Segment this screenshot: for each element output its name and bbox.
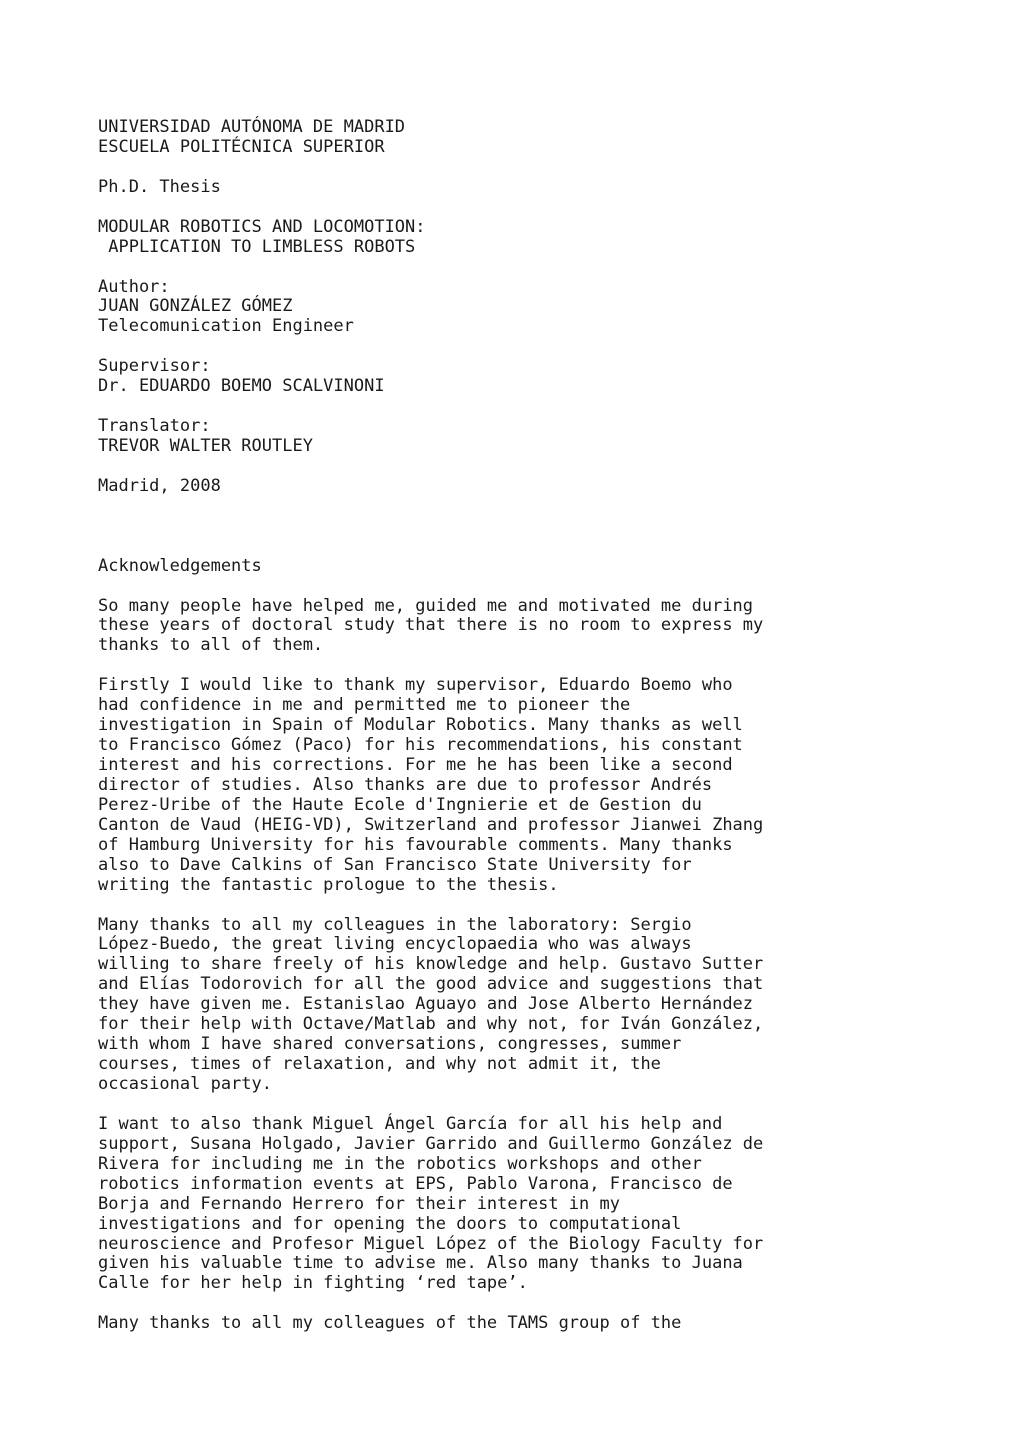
text-line: and Elías Todorovich for all the good advice and suggestions that [98, 974, 764, 995]
text-line: Borja and Fernando Herrero for their interest in my [98, 1193, 620, 1214]
text-line: JUAN GONZÁLEZ GÓMEZ [98, 296, 293, 317]
text-line: Acknowledgements [98, 555, 262, 576]
text-line: investigation in Spain of Modular Robotics. Many thanks as well [98, 715, 743, 736]
text-line: investigations and for opening the doors to computational [98, 1213, 682, 1234]
blank-line [98, 397, 998, 417]
text-line: UNIVERSIDAD AUTÓNOMA DE MADRID [98, 117, 406, 137]
text-line: Dr. EDUARDO BOEMO SCALVINONI [98, 376, 385, 397]
text-line: APPLICATION TO LIMBLESS ROBOTS [98, 236, 416, 257]
text-line: Supervisor: [98, 356, 211, 377]
blank-line [98, 517, 998, 537]
text-line: ESCUELA POLITÉCNICA SUPERIOR [98, 136, 385, 157]
text-line: occasional party. [98, 1074, 272, 1094]
blank-line [98, 1095, 998, 1115]
text-line: So many people have helped me, guided me and motivated me during [98, 595, 754, 616]
blank-line [98, 337, 998, 357]
text-line: writing the fantastic prologue to the thesis. [98, 874, 559, 895]
text-line: support, Susana Holgado, Javier Garrido and Guillermo González de [98, 1133, 764, 1154]
text-line: Many thanks to all my colleagues in the laboratory: Sergio [98, 914, 692, 935]
text-line: Firstly I would like to thank my supervisor, Eduardo Boemo who [98, 675, 733, 696]
text-line: these years of doctoral study that there is no room to express my [98, 615, 764, 636]
blank-line [98, 198, 998, 218]
text-line: Many thanks to all my colleagues of the TAMS group of the [98, 1313, 682, 1334]
text-line: TREVOR WALTER ROUTLEY [98, 436, 313, 456]
blank-line [98, 577, 998, 597]
text-line: interest and his corrections. For me he has been like a second [98, 755, 733, 775]
text-line: Calle for her help in fighting ‘red tape’. [98, 1273, 528, 1294]
text-line: thanks to all of them. [98, 635, 324, 656]
text-line: Rivera for including me in the robotics workshops and other [98, 1153, 702, 1174]
text-line: I want to also thank Miguel Ángel García for all his help and [98, 1113, 723, 1134]
blank-line [98, 158, 998, 178]
text-line: director of studies. Also thanks are due to professor Andrés [98, 774, 713, 795]
text-line: Translator: [98, 416, 211, 437]
text-line: Ph.D. Thesis [98, 176, 221, 197]
blank-line [98, 258, 998, 278]
text-line: neuroscience and Profesor Miguel López of the Biology Faculty for [98, 1233, 764, 1254]
blank-line [98, 656, 998, 676]
text-line: also to Dave Calkins of San Francisco State University for [98, 854, 692, 875]
document-page [98, 118, 998, 1334]
text-line: had confidence in me and permitted me to pioneer the [98, 695, 631, 716]
text-line: Perez-Uribe of the Haute Ecole d'Ingnierie et de Gestion du [98, 794, 702, 815]
text-line: courses, times of relaxation, and why not admit it, the [98, 1054, 661, 1075]
text-line: MODULAR ROBOTICS AND LOCOMOTION: [98, 216, 426, 237]
text-line: of Hamburg University for his favourable comments. Many thanks [98, 834, 733, 855]
text-line: robotics information events at EPS, Pablo Varona, Francisco de [98, 1173, 733, 1194]
text-line: for their help with Octave/Matlab and why not, for Iván González, [98, 1014, 764, 1035]
blank-line [98, 896, 998, 916]
blank-line [98, 537, 998, 557]
text-line: they have given me. Estanislao Aguayo and Jose Alberto Hernández [98, 994, 754, 1015]
text-line: given his valuable time to advise me. Also many thanks to Juana [98, 1253, 743, 1274]
text-line: López-Buedo, the great living encyclopaedia who was always [98, 934, 692, 955]
text-line: Madrid, 2008 [98, 475, 221, 496]
text-line: willing to share freely of his knowledge and help. Gustavo Sutter [98, 954, 764, 975]
text-line: Author: [98, 276, 170, 297]
blank-line [98, 457, 998, 477]
text-line: with whom I have shared conversations, congresses, summer [98, 1034, 682, 1055]
blank-line [98, 497, 998, 517]
text-line: Telecomunication Engineer [98, 316, 354, 337]
blank-line [98, 1294, 998, 1314]
text-line: to Francisco Gómez (Paco) for his recommendations, his constant [98, 735, 743, 756]
text-line: Canton de Vaud (HEIG-VD), Switzerland and professor Jianwei Zhang [98, 814, 764, 835]
